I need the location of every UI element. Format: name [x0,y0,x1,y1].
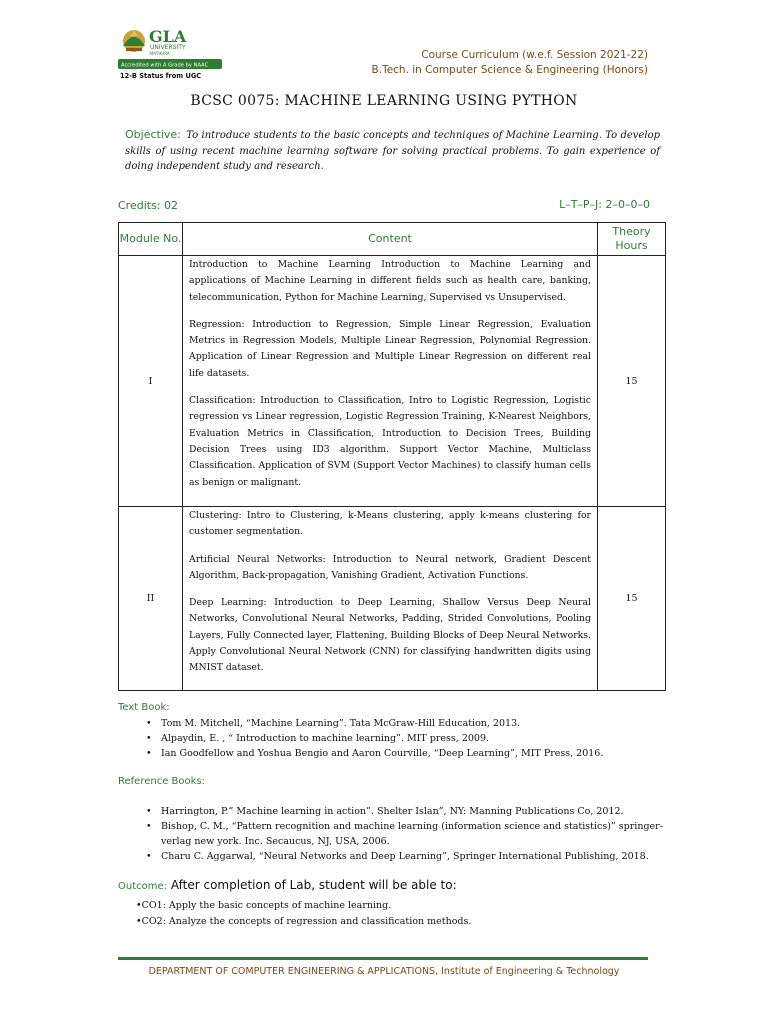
credits: Credits: 02 [118,199,179,212]
logo-accreditation: Accredited with A Grade by NAAC [121,62,209,69]
list-item: • Ian Goodfellow and Yoshua Bengio and Aaron Courville, “Deep Learning”, MIT Press, 2016. [146,746,666,761]
text-book-list [146,716,666,761]
curriculum-table [118,222,666,691]
header-module: Module No. [119,223,183,256]
content-paragraph: Introduction to Machine Learning Introduction to Machine Learning and applications of Machine Learning in different fields such as health care, banking, telecommunication, Python for Machine Learning, Supervised vs Unsupervised. [189,259,591,303]
objective-label: Objective: [125,128,181,141]
module-number: II [119,507,183,691]
content-paragraph: Classification: Introduction to Classification, Intro to Logistic Regression, Logistic regression vs Linear regression, Logistic Regression Training, K-Nearest Neighbors, Evaluation Metrics in Classification, Introduction to Decision Trees, Building Decision Trees using ID3 algorithm. Support Vector Machine, Multiclass Classification. Application of SVM (Support Vector Machines) to classify human cells as benign or malignant. [189,395,591,488]
module-content [183,507,598,691]
content-paragraph: Artificial Neural Networks: Introduction to Neural network, Gradient Descent Algorithm, Back-propagation, Vanishing Gradient, Activation Functions. [189,553,591,581]
footer-divider [118,957,648,960]
logo-status: 12-B Status from UGC [120,72,202,80]
text-book-heading: Text Book: [118,702,170,713]
ltpj: L–T–P–J: 2–0–0–0 [559,198,650,211]
program-name: B.Tech. in Computer Science & Engineering (Honors) [371,64,648,76]
module-content [183,256,598,507]
list-item: • Bishop, C. M., “Pattern recognition and machine learning (information science and statistics)” springer-verlag new york. Inc. Secaucus, NJ, USA, 2006. [146,819,666,849]
list-item: • Charu C. Aggarwal, “Neural Networks and Deep Learning”, Springer International Publishing, 2018. [146,849,666,864]
footer-text: DEPARTMENT OF COMPUTER ENGINEERING & APPLICATIONS, Institute of Engineering & Technology [148,966,620,977]
content-paragraph: Regression: Introduction to Regression, Simple Linear Regression, Evaluation Metrics in Regression Models, Multiple Linear Regression, Polynomial Regression. Application of Linear Regression and Multiple Linear Regression on different real life datasets. [189,318,591,379]
emblem-icon [123,30,145,52]
reference-books-list [146,804,666,864]
course-title: BCSC 0075: MACHINE LEARNING USING PYTHON [190,93,578,109]
curriculum-header [372,48,648,78]
reference-books-heading: Reference Books: [118,776,206,787]
list-item: • Harrington, P.” Machine learning in action”. Shelter Islan”, NY: Manning Publications Co, 2012. [146,804,666,819]
header-content: Content [183,223,598,256]
logo-name: GLA [149,27,187,46]
list-item: • CO2: Analyze the concepts of regression and classification methods. [136,914,471,930]
theory-hours: 15 [598,256,666,507]
curriculum-session: Course Curriculum (w.e.f. Session 2021-22) [421,49,648,61]
outcome-label: Outcome: [118,881,168,892]
table-row [119,507,666,691]
theory-hours: 15 [598,507,666,691]
content-paragraph: Clustering: Intro to Clustering, k-Means clustering, apply k-means clustering for customer segmentation. [189,510,591,538]
list-item: • CO1: Apply the basic concepts of machine learning. [136,898,471,914]
university-logo [116,24,224,82]
outcome-heading [118,878,457,892]
table-header-row [119,223,666,256]
table-row [119,256,666,507]
objective-text: To introduce students to the basic concepts and techniques of Machine Learning. To develop skills of using recent machine learning software for solving practical problems. To gain experience of doing independent study and research. [125,130,660,172]
list-item: • Tom M. Mitchell, “Machine Learning”. Tata McGraw-Hill Education, 2013. [146,716,666,731]
content-paragraph: Deep Learning: Introduction to Deep Learning, Shallow Versus Deep Neural Networks, Convolutional Neural Networks, Padding, Strided Convolutions, Pooling Layers, Fully Connected layer, Flattening, Building Blocks of Deep Neural Networks. Apply Convolutional Neural Network (CNN) for classifying handwritten digits using MNIST dataset. [189,597,591,674]
outcome-text: After completion of Lab, student will be able to: [170,878,457,892]
logo-city: MATHURA [150,51,170,56]
objective-paragraph [125,127,660,175]
list-item: • Alpaydin, E. , “ Introduction to machine learning”. MIT press, 2009. [146,731,666,746]
header-hours: Theory Hours [598,223,666,256]
logo-subname: UNIVERSITY [150,44,186,51]
outcome-list [136,898,471,930]
module-number: I [119,256,183,507]
